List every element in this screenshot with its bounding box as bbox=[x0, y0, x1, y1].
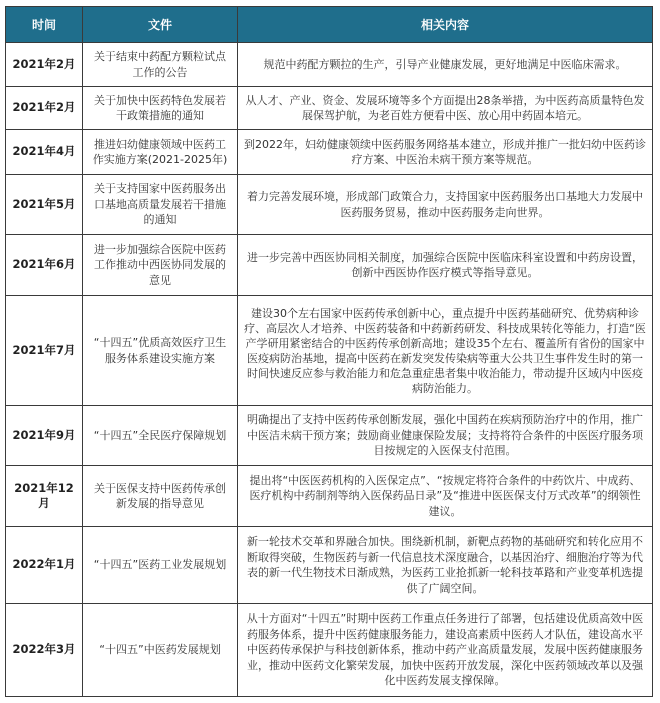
row-document: “十四五”优质高效医疗卫生服务体系建设实施方案 bbox=[83, 296, 238, 406]
row-document: 推进妇幼健康领域中医药工作实施方案(2021-2025年) bbox=[83, 130, 238, 175]
row-document: 进一步加强综合医院中医药工作推动中西医协同发展的意见 bbox=[83, 235, 238, 296]
row-content: 新一轮技术交革和界融合加快。围绕新机制，新靶点药物的基础研究和转化应用不断取得突破，生物医药与新一代信息技术深度融合，以基因治疗、细胞治疗等为代表的新一代生物技术日渐成熟，为医药工业抢抓新一轮科技革路和产业变革机选提供了广阔空间。 bbox=[238, 527, 653, 604]
row-document: 关于支持国家中医药服务出口基地高质量发展若干措施的通知 bbox=[83, 175, 238, 235]
table-row bbox=[6, 235, 653, 296]
policy-table bbox=[5, 6, 653, 697]
row-time: 2021年6月 bbox=[6, 235, 83, 296]
row-time: 2022年3月 bbox=[6, 604, 83, 697]
row-document: “十四五”中医药发展规划 bbox=[83, 604, 238, 697]
row-content: 提出将“中医医药机构的入医保定点”、“按规定将符合条件的中药饮片、中成药、医疗机构中药制剂等纳入医保药品日录”及“推进中医医保支付万式改革”的纲领性建议。 bbox=[238, 466, 653, 527]
table-header-row bbox=[6, 7, 653, 43]
row-document: “十四五”医药工业发展规划 bbox=[83, 527, 238, 604]
row-content: 明确提出了支持中医药传承创断发展，强化中国药在疾病预防治疗中的作用，推广中医洁未病干预方案；鼓励商业健康保险发展；支持将符合条件的中医医疗服务项目按规定的入医保支付范围。 bbox=[238, 406, 653, 466]
row-content: 建设30个左右国家中医药传承创新中心，重点提升中医药基础研究、优势病种诊疗、高层次人才培养、中医药装备和中药新药研发、科技成果转化等能力，打造“医产学研用紧密结合的中医药传承创新高地；建设35个左右、覆盖所有省份的国家中医疫病防治基地，提高中医药在新发突发传染病等重大公共卫生事件发生时的第一时间快速反应参与救治能力和危急重症患者集中收治能力，带动提升区域内中医疫病防治能力。 bbox=[238, 296, 653, 406]
table-row bbox=[6, 466, 653, 527]
header-content: 相关内容 bbox=[238, 7, 653, 43]
row-document: 关于加快中医药特色发展若干政策措施的通知 bbox=[83, 87, 238, 130]
row-content: 进一步完善中西医协同相关制度，加强综合医院中医临床科室设置和中药房设置，创新中西医协作医疗模式等指导意见。 bbox=[238, 235, 653, 296]
row-document: 关于医保支持中医药传承创新发展的指导意见 bbox=[83, 466, 238, 527]
row-time: 2021年12月 bbox=[6, 466, 83, 527]
row-time: 2022年1月 bbox=[6, 527, 83, 604]
row-content: 从十方面对“十四五”时期中医药工作重点任务进行了部署，包括建设优质高效中医药服务体系，提升中医药健康服务能力，建设高素质中医药人才队伍，建设高水平中医药传承保护与科技创新体系，推动中药产业高质量发展，发展中医药健康服务业，推动中医药文化繁荣发展，加快中医药开放发展，深化中医药领域改革以及强化中医药发展支撑保障。 bbox=[238, 604, 653, 697]
table-row bbox=[6, 130, 653, 175]
table-row bbox=[6, 175, 653, 235]
row-time: 2021年2月 bbox=[6, 87, 83, 130]
table-row bbox=[6, 296, 653, 406]
row-document: 关于结束中药配方颗粒试点工作的公告 bbox=[83, 43, 238, 87]
table-row bbox=[6, 527, 653, 604]
row-time: 2021年4月 bbox=[6, 130, 83, 175]
table-row bbox=[6, 406, 653, 466]
row-content: 规范中药配方颗拉的生产，引导产业健康发展，更好地满足中医临床需求。 bbox=[238, 43, 653, 87]
table-row bbox=[6, 604, 653, 697]
header-document: 文件 bbox=[83, 7, 238, 43]
header-time: 时间 bbox=[6, 7, 83, 43]
row-document: “十四五”全民医疗保障规划 bbox=[83, 406, 238, 466]
row-content: 到2022年，妇幼健康领续中医药服务网络基本建立，形成并推广一批妇幼中医药诊疗方案、中医治未病干预方案等规范。 bbox=[238, 130, 653, 175]
table-row bbox=[6, 43, 653, 87]
row-time: 2021年2月 bbox=[6, 43, 83, 87]
table-row bbox=[6, 87, 653, 130]
row-content: 着力完善发展环境，形成部门政策合力，支持国家中医药服务出口基地大力发展中医药服务贸易，推动中医药服务走向世界。 bbox=[238, 175, 653, 235]
row-time: 2021年7月 bbox=[6, 296, 83, 406]
row-content: 从人才、产业、资金、发展环境等多个方面提出28条举措，为中医药高质量特色发展保驾护航，为老百姓方便看中医、放心用中药固本培元。 bbox=[238, 87, 653, 130]
row-time: 2021年9月 bbox=[6, 406, 83, 466]
row-time: 2021年5月 bbox=[6, 175, 83, 235]
